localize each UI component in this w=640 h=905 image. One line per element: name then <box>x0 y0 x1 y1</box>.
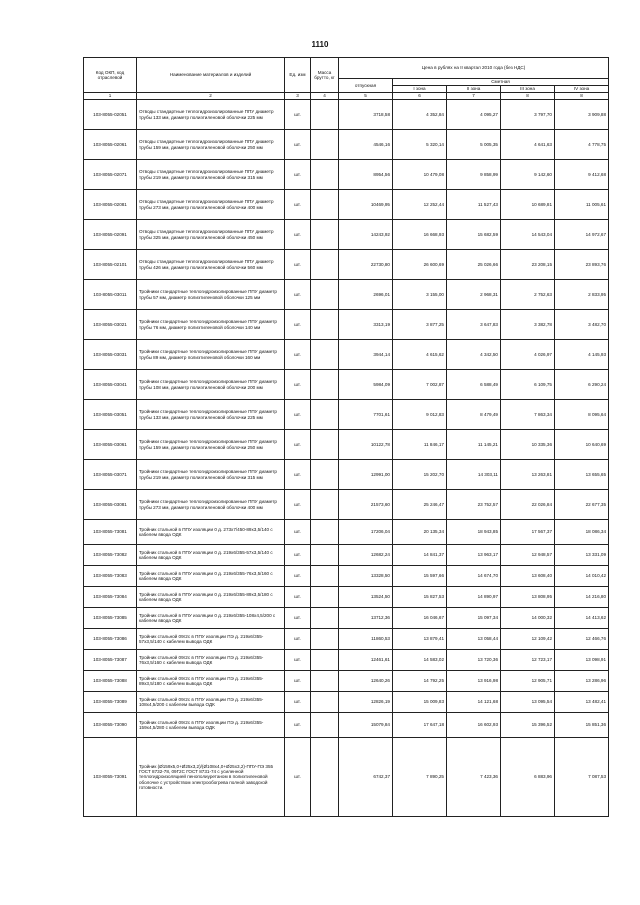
item-mass <box>311 566 339 587</box>
release-price: 8954,56 <box>339 160 393 190</box>
zone-4-price: 13 482,41 <box>555 692 609 713</box>
release-price: 3313,19 <box>339 310 393 340</box>
zone-3-price: 9 142,60 <box>501 160 555 190</box>
zone-3-price: 13 263,81 <box>501 460 555 490</box>
zone-2-price: 14 121,68 <box>447 692 501 713</box>
item-unit: шт. <box>285 160 311 190</box>
item-name: Тройник стальной 09г2с в ППУ изоляции ПЭ д. 219х6/355-159х4,5/280 с кабелем вывода ОДК <box>137 713 285 738</box>
zone-2-price: 18 943,85 <box>447 520 501 545</box>
item-code: 103-8055-73083 <box>84 566 137 587</box>
release-price: 12640,26 <box>339 671 393 692</box>
col-number: 6 <box>393 93 447 100</box>
zone-3-price: 12 109,42 <box>501 629 555 650</box>
item-code: 103-8055-73088 <box>84 671 137 692</box>
item-code: 103-8055-73084 <box>84 587 137 608</box>
item-unit: шт. <box>285 430 311 460</box>
zone-1-price: 25 246,47 <box>393 490 447 520</box>
release-price: 10469,95 <box>339 190 393 220</box>
item-mass <box>311 587 339 608</box>
zone-2-price: 6 588,49 <box>447 370 501 400</box>
zone-2-price: 11 527,43 <box>447 190 501 220</box>
col-number: 8 <box>555 93 609 100</box>
item-mass <box>311 430 339 460</box>
zone-3-price: 4 641,63 <box>501 130 555 160</box>
zone-1-price: 16 046,67 <box>393 608 447 629</box>
table-row <box>84 738 609 817</box>
zone-1-price: 17 647,18 <box>393 713 447 738</box>
item-code: 103-8055-73082 <box>84 545 137 566</box>
zone-4-price: 14 972,67 <box>555 220 609 250</box>
zone-3-price: 14 543,04 <box>501 220 555 250</box>
zone-1-price: 7 890,25 <box>393 738 447 817</box>
item-unit: шт. <box>285 671 311 692</box>
item-name: Отводы стандартные теплогидроизолированные ППУ диаметр трубы 219 мм, диаметр полиэтиленовой оболочки 315 мм <box>137 160 285 190</box>
header-code: Код ОКП, код отраслевой <box>84 58 137 93</box>
zone-1-price: 20 135,34 <box>393 520 447 545</box>
release-price: 7701,61 <box>339 400 393 430</box>
zone-4-price: 15 851,36 <box>555 713 609 738</box>
item-unit: шт. <box>285 220 311 250</box>
price-table <box>83 57 609 817</box>
zone-3-price: 3 382,78 <box>501 310 555 340</box>
table-row <box>84 713 609 738</box>
zone-2-price: 13 720,36 <box>447 650 501 671</box>
release-price: 4546,16 <box>339 130 393 160</box>
item-unit: шт. <box>285 310 311 340</box>
item-mass <box>311 545 339 566</box>
release-price: 15079,84 <box>339 713 393 738</box>
item-unit: шт. <box>285 490 311 520</box>
col-number: 5 <box>339 93 393 100</box>
item-name: Тройник стальной в ППУ изоляции 0 д. 273х7/450-89х3,5/140 с кабелем ввода ОДК <box>137 520 285 545</box>
zone-4-price: 18 086,34 <box>555 520 609 545</box>
zone-2-price: 4 095,27 <box>447 100 501 130</box>
column-number-row <box>84 93 609 100</box>
header-estimate: Сметная <box>393 79 609 86</box>
item-code: 103-8055-73087 <box>84 650 137 671</box>
item-unit: шт. <box>285 692 311 713</box>
zone-1-price: 3 155,00 <box>393 280 447 310</box>
zone-3-price: 13 095,54 <box>501 692 555 713</box>
zone-4-price: 22 677,35 <box>555 490 609 520</box>
col-number: 1 <box>84 93 137 100</box>
item-mass <box>311 220 339 250</box>
header-unit: Ед. изм <box>285 58 311 93</box>
item-code: 103-8055-73085 <box>84 608 137 629</box>
zone-3-price: 22 026,84 <box>501 490 555 520</box>
release-price: 10122,78 <box>339 430 393 460</box>
item-unit: шт. <box>285 280 311 310</box>
item-unit: шт. <box>285 100 311 130</box>
item-code: 103-8055-03081 <box>84 490 137 520</box>
release-price: 12682,24 <box>339 545 393 566</box>
release-price: 11860,53 <box>339 629 393 650</box>
page-number: 1110 <box>311 40 329 49</box>
item-mass <box>311 340 339 370</box>
zone-3-price: 3 797,70 <box>501 100 555 130</box>
zone-1-price: 12 252,44 <box>393 190 447 220</box>
zone-2-price: 5 005,35 <box>447 130 501 160</box>
item-name: Отводы стандартные теплогидроизолированные ППУ диаметр трубы 159 мм, диаметр полиэтиленовой оболочки 250 мм <box>137 130 285 160</box>
table-row <box>84 629 609 650</box>
release-price: 12461,61 <box>339 650 393 671</box>
item-mass <box>311 460 339 490</box>
item-unit: шт. <box>285 250 311 280</box>
item-mass <box>311 520 339 545</box>
release-price: 12991,00 <box>339 460 393 490</box>
zone-3-price: 17 567,37 <box>501 520 555 545</box>
item-code: 103-8055-73089 <box>84 692 137 713</box>
zone-3-price: 10 689,81 <box>501 190 555 220</box>
table-row <box>84 566 609 587</box>
item-mass <box>311 250 339 280</box>
zone-3-price: 4 026,97 <box>501 340 555 370</box>
item-unit: шт. <box>285 738 311 817</box>
table-row <box>84 130 609 160</box>
header-zone-2: II зона <box>447 86 501 93</box>
item-mass <box>311 400 339 430</box>
zone-4-price: 13 331,09 <box>555 545 609 566</box>
zone-2-price: 23 752,57 <box>447 490 501 520</box>
zone-2-price: 7 423,36 <box>447 738 501 817</box>
release-price: 13524,50 <box>339 587 393 608</box>
item-name: Тройник стальной 09г2с в ППУ изоляции ПЭ д. 219х6/355-89х3,5/180 с кабелем вывода ОДК <box>137 671 285 692</box>
header-release: отпускная <box>339 79 393 93</box>
zone-1-price: 9 012,83 <box>393 400 447 430</box>
item-name: Отводы стандартные теплогидроизолированные ППУ диаметр трубы 325 мм, диаметр полиэтиленовой оболочки 450 мм <box>137 220 285 250</box>
zone-3-price: 12 723,17 <box>501 650 555 671</box>
item-name: Отводы стандартные теплогидроизолированные ППУ диаметр трубы 133 мм, диаметр полиэтиленовой оболочки 225 мм <box>137 100 285 130</box>
release-price: 22730,80 <box>339 250 393 280</box>
zone-4-price: 8 095,64 <box>555 400 609 430</box>
item-mass <box>311 310 339 340</box>
item-unit: шт. <box>285 713 311 738</box>
release-price: 3944,14 <box>339 340 393 370</box>
header-zone-4: IV зона <box>555 86 609 93</box>
zone-4-price: 4 145,93 <box>555 340 609 370</box>
zone-3-price: 14 000,32 <box>501 608 555 629</box>
header-mass: Масса брутто, кг <box>311 58 339 93</box>
item-name: Тройники стандартные теплогидроизолированные ППУ диаметр трубы 57 мм, диаметр полиэтиленовой оболочки 125 мм <box>137 280 285 310</box>
item-unit: шт. <box>285 130 311 160</box>
item-mass <box>311 608 339 629</box>
item-mass <box>311 713 339 738</box>
release-price: 17206,04 <box>339 520 393 545</box>
zone-4-price: 9 412,68 <box>555 160 609 190</box>
item-code: 103-8055-03011 <box>84 280 137 310</box>
item-code: 103-8055-02091 <box>84 220 137 250</box>
table-row <box>84 490 609 520</box>
item-mass <box>311 490 339 520</box>
item-name: Тройники стандартные теплогидроизолированные ППУ диаметр трубы 159 мм, диаметр полиэтиленовой оболочки 250 мм <box>137 430 285 460</box>
table-row <box>84 671 609 692</box>
zone-1-price: 15 597,66 <box>393 566 447 587</box>
zone-1-price: 15 009,83 <box>393 692 447 713</box>
table-row <box>84 370 609 400</box>
header-name: Наименование материалов и изделий <box>137 58 285 93</box>
table-row <box>84 100 609 130</box>
item-code: 103-8055-02071 <box>84 160 137 190</box>
item-name: Тройник стальной 09г2с в ППУ изоляции ПЭ д. 219х6/355-108х4,5/200 с кабелем вывода ОДК <box>137 692 285 713</box>
zone-2-price: 13 916,98 <box>447 671 501 692</box>
zone-3-price: 23 208,15 <box>501 250 555 280</box>
table-row <box>84 545 609 566</box>
item-code: 103-8055-02051 <box>84 100 137 130</box>
header-zone-3: III зона <box>501 86 555 93</box>
item-name: Тройник (Ø159х5,0+Ø25х3,2)/(Ø108х4,0+Ø25х3,2)-ППУ-ПЭ 355 ГОСТ 8732-78, 09Г2С ГОСТ 8731-74 с усиленной теплогидроизоляцией пенополиуретаном в полиэтиленовой оболочке с устройством электрообогрева полной заводской готовности. <box>137 738 285 817</box>
item-name: Тройник стальной в ППУ изоляции 0 д. 219х6/355-76х3,5/160 с кабелем ввода ОДК <box>137 566 285 587</box>
item-code: 103-8055-02081 <box>84 190 137 220</box>
release-price: 6742,37 <box>339 738 393 817</box>
item-code: 103-8055-73091 <box>84 738 137 817</box>
item-name: Тройник стальной в ППУ изоляции 0 д. 219х6/355-89х3,5/180 с кабелем ввода ОДК <box>137 587 285 608</box>
release-price: 2696,01 <box>339 280 393 310</box>
item-name: Тройники стандартные теплогидроизолированные ППУ диаметр трубы 76 мм, диаметр полиэтиленовой оболочки 140 мм <box>137 310 285 340</box>
table-row <box>84 587 609 608</box>
item-code: 103-8055-03051 <box>84 400 137 430</box>
item-name: Тройник стальной в ППУ изоляции 0 д. 219х6/355-57х3,5/140 с кабелем ввода ОДК <box>137 545 285 566</box>
zone-4-price: 14 216,80 <box>555 587 609 608</box>
item-code: 103-8055-03071 <box>84 460 137 490</box>
item-name: Тройники стандартные теплогидроизолированные ППУ диаметр трубы 273 мм, диаметр полиэтиленовой оболочки 400 мм <box>137 490 285 520</box>
table-row <box>84 608 609 629</box>
zone-4-price: 10 640,69 <box>555 430 609 460</box>
release-price: 14243,92 <box>339 220 393 250</box>
item-code: 103-8055-02061 <box>84 130 137 160</box>
item-name: Отводы стандартные теплогидроизолированные ППУ диаметр трубы 273 мм, диаметр полиэтиленовой оболочки 400 мм <box>137 190 285 220</box>
zone-1-price: 15 827,53 <box>393 587 447 608</box>
item-mass <box>311 130 339 160</box>
item-unit: шт. <box>285 190 311 220</box>
item-unit: шт. <box>285 566 311 587</box>
zone-3-price: 2 752,63 <box>501 280 555 310</box>
zone-2-price: 14 890,97 <box>447 587 501 608</box>
item-unit: шт. <box>285 340 311 370</box>
zone-3-price: 6 883,96 <box>501 738 555 817</box>
item-unit: шт. <box>285 460 311 490</box>
zone-4-price: 13 098,91 <box>555 650 609 671</box>
zone-4-price: 7 087,53 <box>555 738 609 817</box>
zone-1-price: 14 583,02 <box>393 650 447 671</box>
item-code: 103-8055-73086 <box>84 629 137 650</box>
zone-1-price: 13 879,41 <box>393 629 447 650</box>
zone-4-price: 4 778,75 <box>555 130 609 160</box>
item-mass <box>311 671 339 692</box>
zone-2-price: 25 026,66 <box>447 250 501 280</box>
col-number: 2 <box>137 93 285 100</box>
zone-4-price: 2 833,95 <box>555 280 609 310</box>
release-price: 21573,60 <box>339 490 393 520</box>
zone-4-price: 3 482,70 <box>555 310 609 340</box>
item-code: 103-8055-03061 <box>84 430 137 460</box>
col-number: 8 <box>501 93 555 100</box>
release-price: 5984,09 <box>339 370 393 400</box>
zone-1-price: 4 615,62 <box>393 340 447 370</box>
table-body <box>84 100 609 817</box>
table-row <box>84 692 609 713</box>
zone-2-price: 16 602,93 <box>447 713 501 738</box>
item-mass <box>311 738 339 817</box>
zone-4-price: 6 290,24 <box>555 370 609 400</box>
item-mass <box>311 160 339 190</box>
item-unit: шт. <box>285 650 311 671</box>
table-row <box>84 160 609 190</box>
item-unit: шт. <box>285 400 311 430</box>
zone-1-price: 3 877,25 <box>393 310 447 340</box>
release-price: 13712,36 <box>339 608 393 629</box>
item-unit: шт. <box>285 587 311 608</box>
zone-1-price: 16 668,93 <box>393 220 447 250</box>
zone-4-price: 14 010,42 <box>555 566 609 587</box>
zone-3-price: 6 109,75 <box>501 370 555 400</box>
zone-1-price: 14 792,25 <box>393 671 447 692</box>
item-name: Тройники стандартные теплогидроизолированные ППУ диаметр трубы 89 мм, диаметр полиэтиленовой оболочки 160 мм <box>137 340 285 370</box>
item-mass <box>311 280 339 310</box>
zone-2-price: 15 682,59 <box>447 220 501 250</box>
zone-3-price: 10 335,36 <box>501 430 555 460</box>
zone-3-price: 15 396,52 <box>501 713 555 738</box>
zone-2-price: 9 858,99 <box>447 160 501 190</box>
item-unit: шт. <box>285 629 311 650</box>
item-mass <box>311 650 339 671</box>
item-name: Тройники стандартные теплогидроизолированные ППУ диаметр трубы 133 мм, диаметр полиэтиленовой оболочки 225 мм <box>137 400 285 430</box>
zone-2-price: 13 058,44 <box>447 629 501 650</box>
zone-2-price: 4 342,50 <box>447 340 501 370</box>
zone-4-price: 13 655,65 <box>555 460 609 490</box>
zone-2-price: 3 647,83 <box>447 310 501 340</box>
item-unit: шт. <box>285 608 311 629</box>
item-name: Отводы стандартные теплогидроизолированные ППУ диаметр трубы 426 мм, диаметр полиэтиленовой оболочки 560 мм <box>137 250 285 280</box>
zone-1-price: 7 002,87 <box>393 370 447 400</box>
item-name: Тройник стальной 09г2с в ППУ изоляции ПЭ д. 219х6/355-57х3,5/140 с кабелем вывода ОДК <box>137 629 285 650</box>
zone-4-price: 12 466,76 <box>555 629 609 650</box>
table-row <box>84 400 609 430</box>
zone-1-price: 5 320,14 <box>393 130 447 160</box>
zone-3-price: 13 808,95 <box>501 587 555 608</box>
item-code: 103-8055-03031 <box>84 340 137 370</box>
table-row <box>84 280 609 310</box>
zone-4-price: 23 893,76 <box>555 250 609 280</box>
zone-1-price: 10 479,08 <box>393 160 447 190</box>
table-row <box>84 250 609 280</box>
header-price-group: Цена в рублях на II квартал 2010 года (без НДС) <box>339 58 609 79</box>
zone-2-price: 14 674,70 <box>447 566 501 587</box>
item-name: Тройник стальной 09г2с в ППУ изоляции ПЭ д. 219х6/355-76х3,5/160 с кабелем вывода ОДК <box>137 650 285 671</box>
item-mass <box>311 370 339 400</box>
col-number: 3 <box>285 93 311 100</box>
zone-2-price: 14 303,11 <box>447 460 501 490</box>
zone-1-price: 26 600,69 <box>393 250 447 280</box>
item-unit: шт. <box>285 520 311 545</box>
col-number: 4 <box>311 93 339 100</box>
table-row <box>84 430 609 460</box>
item-unit: шт. <box>285 370 311 400</box>
zone-3-price: 12 905,71 <box>501 671 555 692</box>
zone-3-price: 13 608,40 <box>501 566 555 587</box>
item-code: 103-8055-03021 <box>84 310 137 340</box>
table-row <box>84 190 609 220</box>
zone-2-price: 15 097,34 <box>447 608 501 629</box>
zone-4-price: 14 413,62 <box>555 608 609 629</box>
table-row <box>84 460 609 490</box>
item-mass <box>311 629 339 650</box>
item-mass <box>311 692 339 713</box>
item-mass <box>311 190 339 220</box>
zone-4-price: 11 005,61 <box>555 190 609 220</box>
item-unit: шт. <box>285 545 311 566</box>
table-row <box>84 310 609 340</box>
item-name: Тройники стандартные теплогидроизолированные ППУ диаметр трубы 108 мм, диаметр полиэтиленовой оболочки 200 мм <box>137 370 285 400</box>
release-price: 3718,58 <box>339 100 393 130</box>
release-price: 13328,50 <box>339 566 393 587</box>
zone-2-price: 11 145,21 <box>447 430 501 460</box>
zone-2-price: 13 963,17 <box>447 545 501 566</box>
zone-4-price: 3 909,88 <box>555 100 609 130</box>
table-row <box>84 520 609 545</box>
zone-3-price: 12 948,57 <box>501 545 555 566</box>
item-code: 103-8055-02101 <box>84 250 137 280</box>
zone-1-price: 4 352,84 <box>393 100 447 130</box>
item-code: 103-8055-03041 <box>84 370 137 400</box>
item-name: Тройники стандартные теплогидроизолированные ППУ диаметр трубы 219 мм, диаметр полиэтиленовой оболочки 315 мм <box>137 460 285 490</box>
table-row <box>84 220 609 250</box>
zone-4-price: 13 286,96 <box>555 671 609 692</box>
release-price: 12826,19 <box>339 692 393 713</box>
zone-1-price: 14 841,37 <box>393 545 447 566</box>
header-zone-1: I зона <box>393 86 447 93</box>
col-number: 7 <box>447 93 501 100</box>
table-row <box>84 340 609 370</box>
zone-1-price: 15 202,70 <box>393 460 447 490</box>
zone-1-price: 11 846,17 <box>393 430 447 460</box>
zone-2-price: 2 968,31 <box>447 280 501 310</box>
item-code: 103-8055-73081 <box>84 520 137 545</box>
item-mass <box>311 100 339 130</box>
zone-2-price: 8 479,49 <box>447 400 501 430</box>
zone-3-price: 7 863,34 <box>501 400 555 430</box>
item-code: 103-8055-73090 <box>84 713 137 738</box>
table-row <box>84 650 609 671</box>
item-name: Тройник стальной в ППУ изоляции 0 д. 219х6/355-108х4,5/200 с кабелем ввода ОДК <box>137 608 285 629</box>
